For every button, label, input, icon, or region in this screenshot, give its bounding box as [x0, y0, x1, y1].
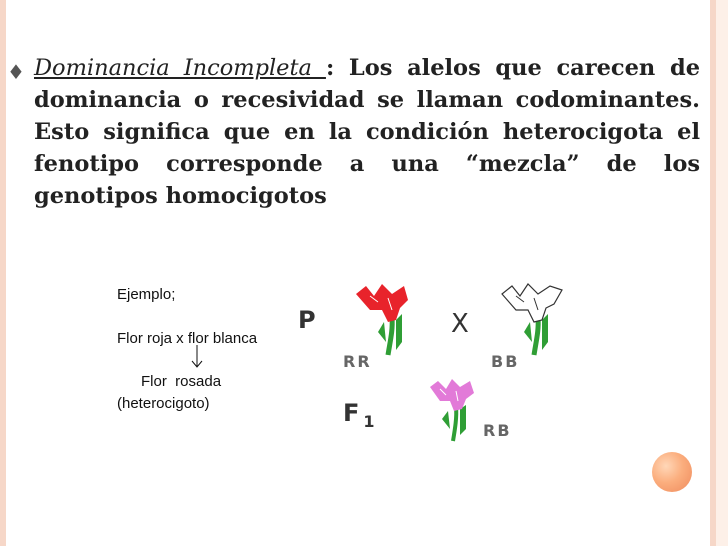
pink-flower-image [426, 375, 496, 445]
label-p: P [298, 306, 318, 334]
example-note: (heterocigoto) [117, 395, 210, 412]
label-rb: RB [483, 421, 512, 440]
example-heading: Ejemplo; [117, 286, 176, 303]
decorative-orb [652, 452, 692, 492]
label-rr: RR [343, 352, 372, 371]
left-border-stripe [0, 0, 6, 546]
example-cross: Flor roja x flor blanca [117, 330, 258, 347]
slide-paragraph [34, 52, 700, 212]
label-x: X [451, 309, 471, 339]
term-heading: Dominancia Incompleta [34, 55, 326, 81]
example-result: Flor rosada [141, 373, 222, 390]
label-f: F [343, 399, 362, 427]
label-bb: BB [491, 352, 520, 371]
bullet-icon: ♦ [7, 60, 25, 84]
definition-text: : Los alelos que carecen de dominancia o recesividad se llaman codominantes. Esto significa que en la condición heterocigota el fenotipo corresponde a una “mezcla” de los genotipos homocigotos [34, 55, 701, 209]
label-f1-sub: 1 [363, 412, 377, 431]
red-flower-image [352, 280, 432, 360]
white-flower-image [498, 280, 578, 360]
label-f1 [343, 399, 377, 431]
down-arrow-icon [191, 345, 203, 369]
right-border-shade [716, 0, 728, 546]
